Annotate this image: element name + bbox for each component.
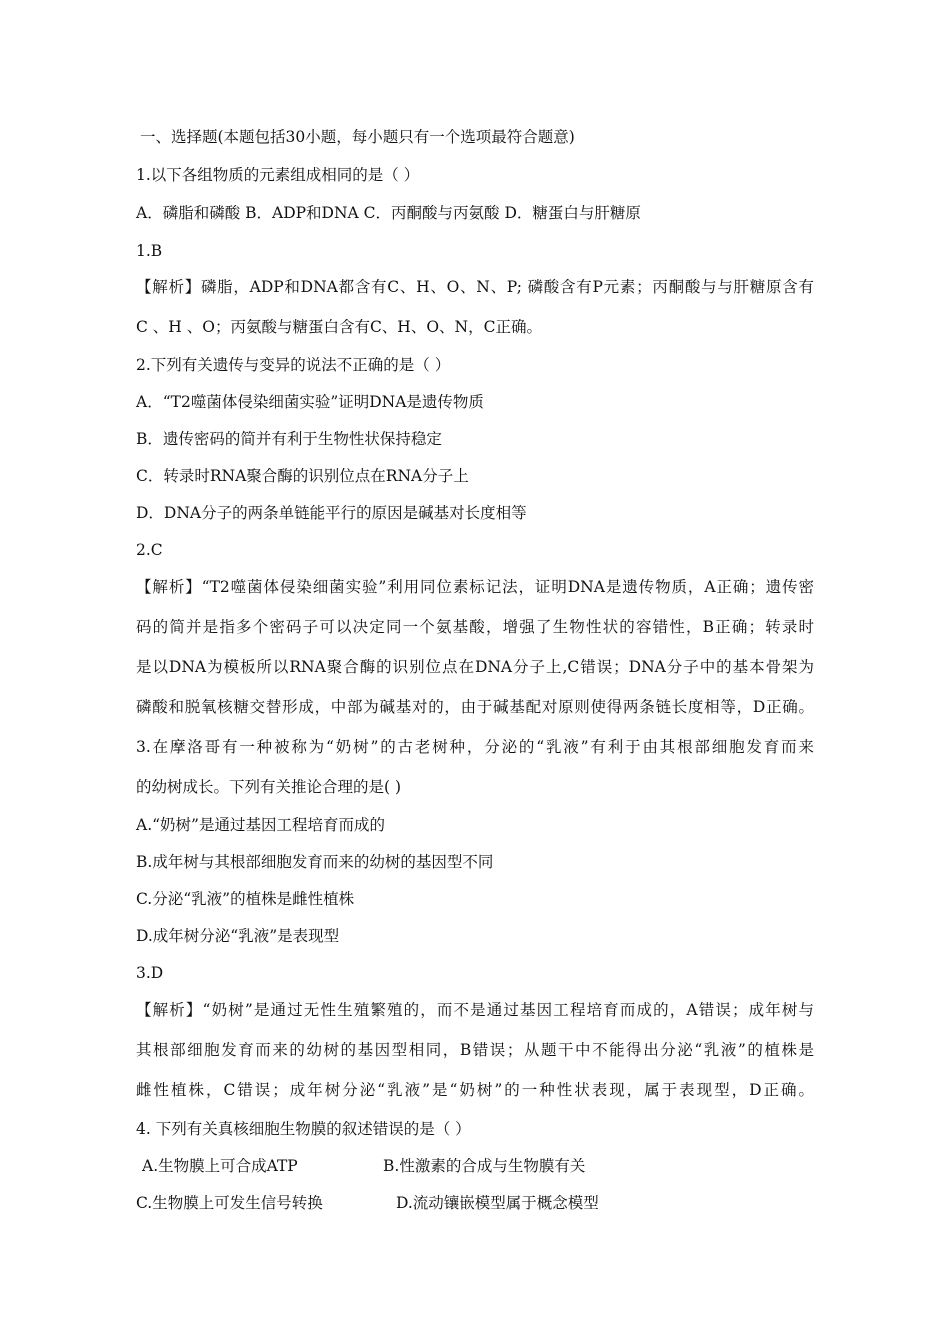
q2-option-d: D．DNA分子的两条单链能平行的原因是碱基对长度相等 (136, 504, 527, 522)
section-heading: 一、选择题(本题包括30小题，每小题只有一个选项最符合题意) (140, 128, 575, 146)
q2-analysis-line-2: 码的简并是指多个密码子可以决定同一个氨基酸，增强了生物性状的容错性，B正确；转录时 (136, 618, 814, 636)
q3-option-d: D.成年树分泌“乳液”是表现型 (136, 927, 340, 945)
q2-option-a: A．“T2噬菌体侵染细菌实验”证明DNA是遗传物质 (136, 393, 484, 411)
q3-stem-line-2: 的幼树成长。下列有关推论合理的是( ) (136, 778, 402, 796)
q2-option-c: C．转录时RNA聚合酶的识别位点在RNA分子上 (136, 467, 469, 485)
q3-answer: 3.D (136, 964, 164, 982)
q2-option-b: B．遗传密码的简并有利于生物性状保持稳定 (136, 430, 442, 448)
q1-stem: 1.以下各组物质的元素组成相同的是（ ） (136, 166, 420, 184)
q1-analysis-line-2: C 、H 、O；丙氨酸与糖蛋白含有C、H、O、N，C正确。 (136, 318, 542, 336)
q4-option-c: C.生物膜上可发生信号转换 (136, 1194, 323, 1212)
q1-answer: 1.B (136, 242, 163, 260)
q2-stem: 2.下列有关遗传与变异的说法不正确的是（ ） (136, 356, 451, 374)
q3-option-b: B.成年树与其根部细胞发育而来的幼树的基因型不同 (136, 853, 494, 871)
q3-analysis-line-3: 雌性植株，C错误；成年树分泌“乳液”是“奶树”的一种性状表现，属于表现型，D正确。 (136, 1081, 814, 1099)
q4-option-d: D.流动镶嵌模型属于概念模型 (396, 1194, 599, 1212)
q2-answer: 2.C (136, 541, 163, 559)
q4-option-b: B.性激素的合成与生物膜有关 (383, 1157, 586, 1175)
q2-analysis-line-4: 磷酸和脱氧核糖交替形成，中部为碱基对的，由于碱基配对原则使得两条链长度相等，D正确。 (136, 698, 814, 716)
q4-stem: 4. 下列有关真核细胞生物膜的叙述错误的是（ ） (136, 1120, 471, 1138)
q3-option-a: A.“奶树”是通过基因工程培育而成的 (136, 816, 385, 834)
q3-option-c: C.分泌“乳液”的植株是雌性植株 (136, 890, 355, 908)
q1-analysis-line-1: 【解析】磷脂，ADP和DNA都含有C、H、O、N、P; 磷酸含有P元素；丙酮酸与与肝糖原含有 (136, 278, 814, 296)
q3-analysis-line-2: 其根部细胞发育而来的幼树的基因型相同，B错误；从题干中不能得出分泌“乳液”的植株是 (136, 1041, 814, 1059)
q3-analysis-line-1: 【解析】“奶树”是通过无性生殖繁殖的，而不是通过基因工程培育而成的，A错误；成年树与 (136, 1001, 814, 1019)
q2-analysis-line-3: 是以DNA为模板所以RNA聚合酶的识别位点在DNA分子上,C错误；DNA分子中的基本骨架为 (136, 658, 814, 676)
q3-stem-line-1: 3.在摩洛哥有一种被称为“奶树”的古老树种，分泌的“乳液”有利于由其根部细胞发育而来 (136, 738, 814, 756)
q4-option-a: A.生物膜上可合成ATP (142, 1157, 298, 1175)
q1-options: A．磷脂和磷酸 B．ADP和DNA C．丙酮酸与丙氨酸 D．糖蛋白与肝糖原 (136, 204, 641, 222)
q2-analysis-line-1: 【解析】“T2噬菌体侵染细菌实验”利用同位素标记法，证明DNA是遗传物质，A正确；遗传密 (136, 578, 814, 596)
